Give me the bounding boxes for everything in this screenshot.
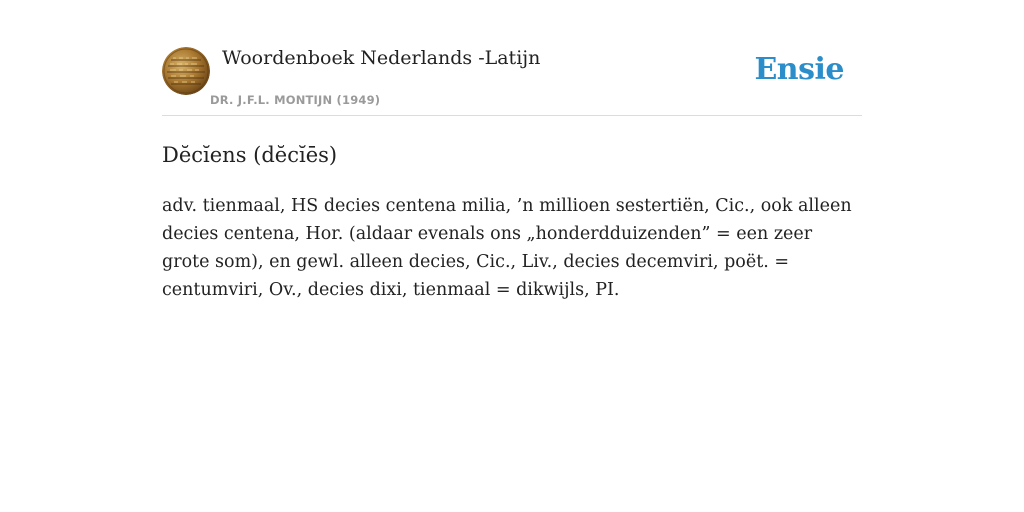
book-title[interactable]: Woordenboek Nederlands -Latijn bbox=[222, 47, 541, 69]
entry-definition: adv. tienmaal, HS decies centena milia, ’n millioen sestertiën, Cic., ook alleen decies centena, Hor. (aldaar evenals ons „honderdduizenden” = een zeer grote som), en gewl. alleen decies, Cic., Liv., decies decemviri, poët. = centumviri, Ov., decies dixi, tienmaal = dikwijls, PI. bbox=[162, 196, 852, 300]
entry-headword: Dĕcĭens (dĕcĭēs) bbox=[162, 143, 338, 167]
ensie-logo-link[interactable]: Ensie bbox=[754, 52, 844, 87]
book-header bbox=[162, 46, 862, 116]
book-author: DR. J.F.L. MONTIJN (1949) bbox=[210, 93, 381, 107]
latin-inscription-medallion-icon[interactable] bbox=[162, 47, 210, 95]
